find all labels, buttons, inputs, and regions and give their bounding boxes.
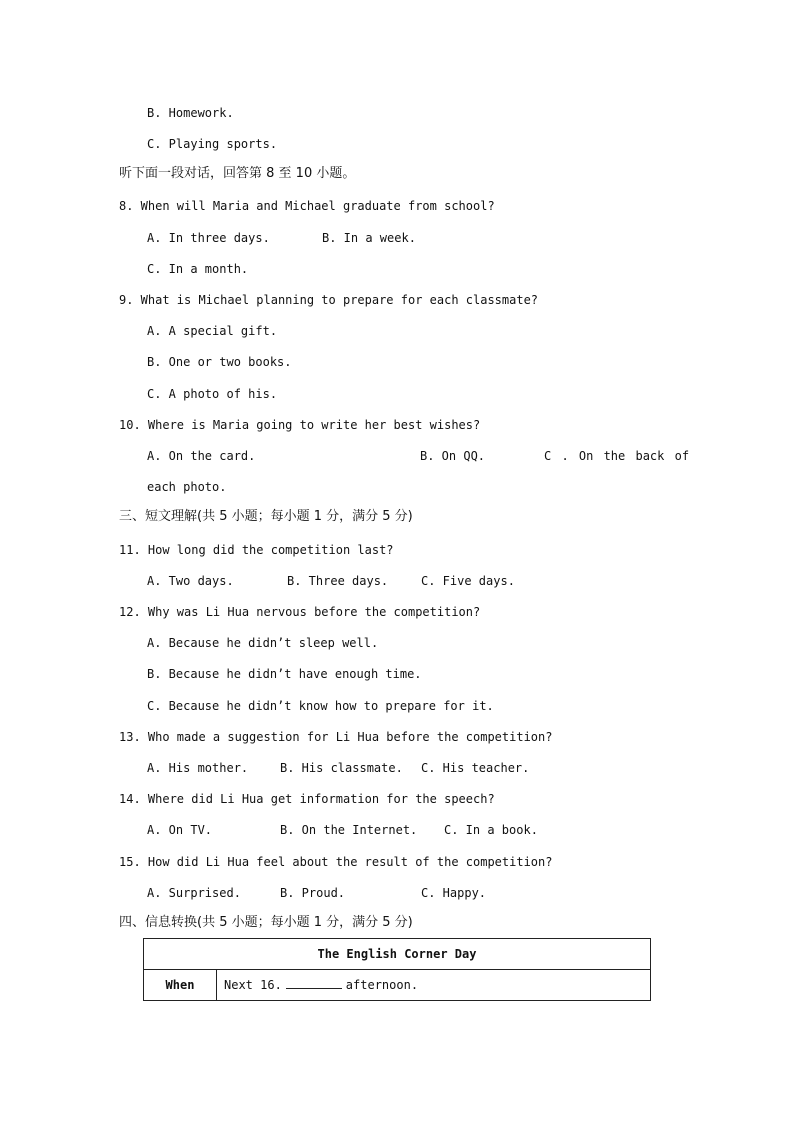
option-text: A. Because he didn’t sleep well. xyxy=(147,636,379,650)
option-text: C. Playing sports. xyxy=(147,137,278,151)
section-instruction: 听下面一段对话，回答第 8 至 10 小题。 xyxy=(119,166,356,181)
option-text: C. Because he didn’t know how to prepare for it. xyxy=(147,699,494,713)
option-text: B. Because he didn’t have enough time. xyxy=(147,667,422,681)
option-text: C. A photo of his. xyxy=(147,387,278,401)
table-cell xyxy=(217,970,651,1001)
option-text: C. Happy. xyxy=(421,886,487,900)
question-stem: 15. How did Li Hua feel about the result of the competition? xyxy=(119,855,553,869)
option-text: B. On QQ. xyxy=(420,449,486,463)
section-heading: 四、信息转换(共 5 小题；每小题 1 分，满分 5 分) xyxy=(119,915,413,930)
option-text: A. Surprised. xyxy=(147,886,241,900)
answer-blank xyxy=(286,978,342,989)
option-text: A. A special gift. xyxy=(147,324,278,338)
question-stem: 12. Why was Li Hua nervous before the competition? xyxy=(119,605,481,619)
option-text: B. His classmate. xyxy=(280,761,403,775)
option-text: B. On the Internet. xyxy=(280,823,418,837)
question-stem: 9. What is Michael planning to prepare for each classmate? xyxy=(119,293,539,307)
option-text: A. Two days. xyxy=(147,574,234,588)
question-stem: 11. How long did the competition last? xyxy=(119,543,394,557)
option-text: C. In a book. xyxy=(444,823,538,837)
option-text: C. His teacher. xyxy=(421,761,530,775)
cell-text: afternoon. xyxy=(345,978,419,992)
option-text: B. One or two books. xyxy=(147,355,292,369)
option-text: C. In a month. xyxy=(147,262,249,276)
option-text: B. Proud. xyxy=(280,886,346,900)
option-text: A. His mother. xyxy=(147,761,249,775)
cell-text: Next 16. xyxy=(224,978,282,992)
table-row-label: When xyxy=(144,970,217,1001)
question-stem: 8. When will Maria and Michael graduate from school? xyxy=(119,199,495,213)
question-stem: 14. Where did Li Hua get information for the speech? xyxy=(119,792,495,806)
option-text: C. Five days. xyxy=(421,574,515,588)
table-title: The English Corner Day xyxy=(144,939,651,970)
option-text: A. On the card. xyxy=(147,449,256,463)
question-stem: 13. Who made a suggestion for Li Hua before the competition? xyxy=(119,730,553,744)
option-text: A. In three days. xyxy=(147,231,270,245)
question-stem: 10. Where is Maria going to write her best wishes? xyxy=(119,418,481,432)
option-text: B. Homework. xyxy=(147,106,234,120)
table-row xyxy=(144,970,651,1001)
info-table xyxy=(143,938,651,1001)
option-text: A. On TV. xyxy=(147,823,213,837)
option-text: B. In a week. xyxy=(322,231,416,245)
option-text-continued: each photo. xyxy=(147,480,227,494)
option-text: C . On the back of xyxy=(544,449,690,463)
option-text: B. Three days. xyxy=(287,574,389,588)
table-row xyxy=(144,939,651,970)
section-heading: 三、短文理解(共 5 小题；每小题 1 分，满分 5 分) xyxy=(119,509,413,524)
